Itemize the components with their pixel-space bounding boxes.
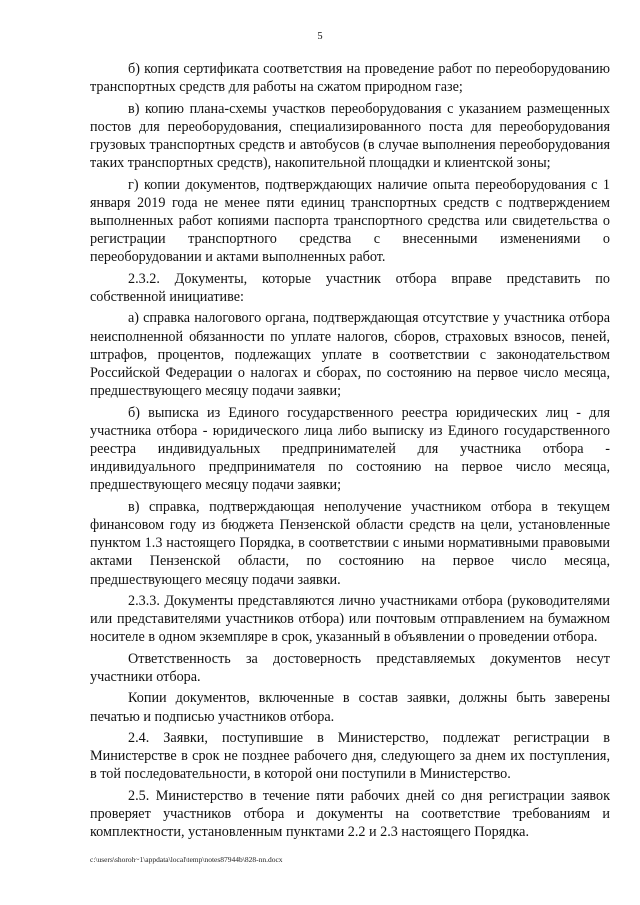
page-number: 5	[317, 31, 323, 42]
paragraph-item-g-experience-docs: г) копии документов, подтверждающих наличие опыта переоборудования с 1 января 2019 года не менее пяти единиц транспортных средств с подтверждением выполненных работ копиями паспорта транспортного средства или свидетельства о регистрации транспортного средства с внесенными изменениями о переоборудовании и актами выполненных работ.	[90, 176, 610, 266]
paragraph-responsibility: Ответственность за достоверность представляемых документов несут участники отбора.	[90, 650, 610, 685]
paragraph-item-b-certificate: б) копия сертификата соответствия на проведение работ по переоборудованию транспортных средств для работы на сжатом природном газе;	[90, 61, 610, 96]
paragraph-item-b-registry-extract: б) выписка из Единого государственного реестра юридических лиц - для участника отбора - юридического лица либо выписку из Единого государственного реестра индивидуальных предпринимателей для участника отбора - индивидуального предпринимателя по состоянию на первое число месяца, предшествующего месяцу подачи заявки;	[90, 404, 610, 494]
paragraph-clause-2-4: 2.4. Заявки, поступившие в Министерство, подлежат регистрации в Министерстве в срок не позднее рабочего дня, следующего за днем их поступления, в той последовательности, в которой они поступили в Министерство.	[90, 729, 610, 783]
footer-file-path: c:\users\shoroh~1\appdata\local\temp\notes87944b\828-nn.docx	[90, 855, 283, 864]
paragraph-item-a-tax-certificate: а) справка налогового органа, подтверждающая отсутствие у участника отбора неисполненной обязанности по уплате налогов, сборов, страховых взносов, пеней, штрафов, процентов, подлежащих уплате в соответствии с законодательством Российской Федерации о налогах и сборах, по состоянию на первое число месяца, предшествующего месяцу подачи заявки;	[90, 310, 610, 400]
paragraph-clause-2-3-3: 2.3.3. Документы представляются лично участниками отбора (руководителями или представителями участников отбора) или почтовым отправлением на бумажном носителе в одном экземпляре в срок, указанный в объявлении о проведении отбора.	[90, 593, 610, 646]
document-body	[90, 60, 610, 845]
paragraph-item-v-site-plan: в) копию плана-схемы участков переоборудования с указанием размещенных постов для переоборудования, специализированного поста для переоборудования грузовых транспортных средств и автобусов (в случае выполнения переоборудования таких транспортных средств), накопительной площадки и клиентской зоны;	[90, 100, 610, 172]
paragraph-clause-2-5: 2.5. Министерство в течение пяти рабочих дней со дня регистрации заявок проверяет участников отбора и документы на соответствие требованиям и комплектности, установленным пунктами 2.2 и 2.3 настоящего Порядка.	[90, 787, 610, 841]
paragraph-clause-2-3-2: 2.3.2. Документы, которые участник отбора вправе представить по собственной инициативе:	[90, 270, 610, 305]
paragraph-copies-certification: Копии документов, включенные в состав заявки, должны быть заверены печатью и подписью участников отбора.	[90, 690, 610, 725]
paragraph-item-v-non-receipt-certificate: в) справка, подтверждающая неполучение участником отбора в текущем финансовом году из бюджета Пензенской области средств на цели, установленные пунктом 1.3 настоящего Порядка, в соответствии с иными нормативными правовыми актами Пензенской области, по состоянию на первое число месяца, предшествующего месяцу подачи заявки.	[90, 498, 610, 588]
